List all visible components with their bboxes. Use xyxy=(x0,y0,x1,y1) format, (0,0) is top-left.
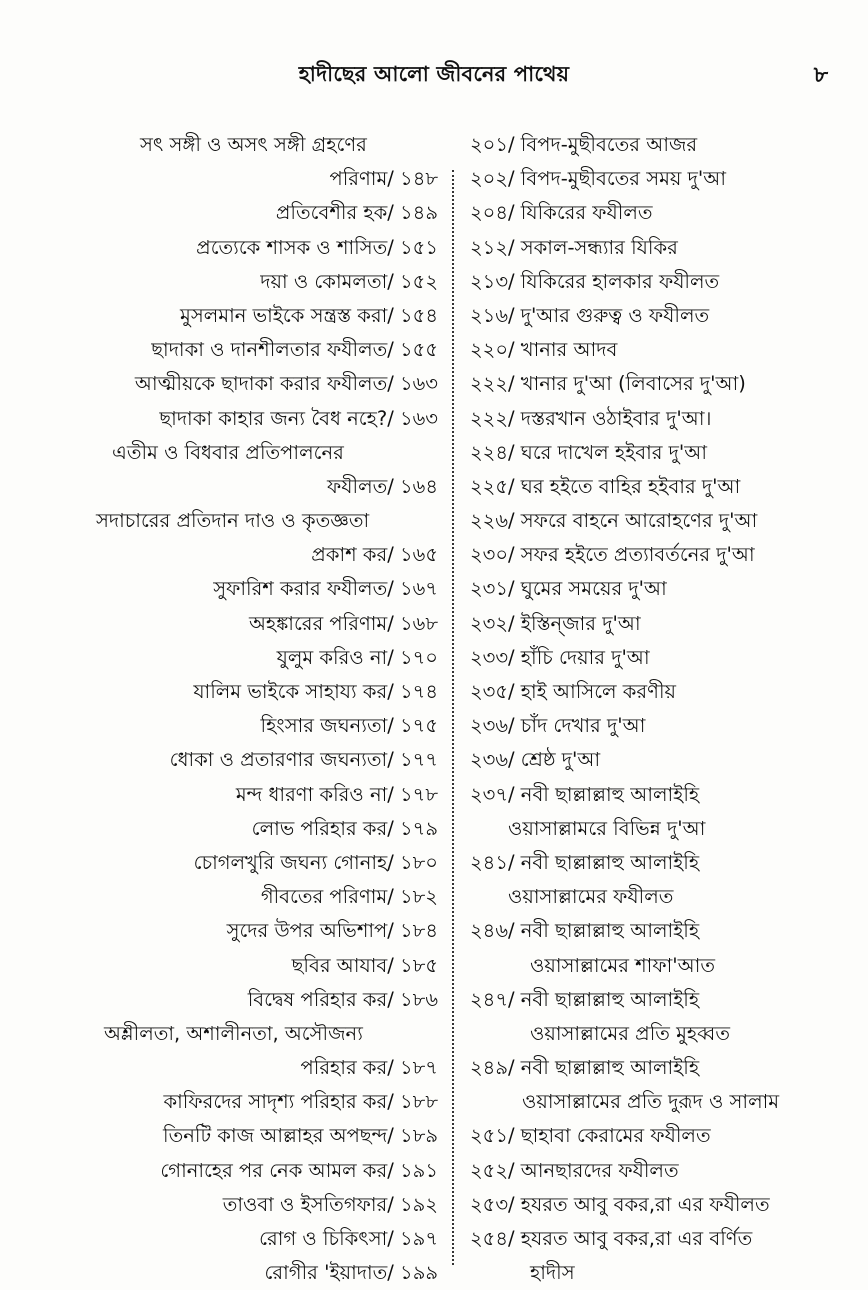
toc-entry: ওয়াসাল্লামের প্রতি দুরূদ ও সালাম xyxy=(522,1090,780,1114)
toc-entry: প্রকাশ কর/ ১৬৫ xyxy=(311,543,438,567)
toc-entry: তিনটি কাজ আল্লাহর অপছন্দ/ ১৮৯ xyxy=(163,1124,438,1148)
toc-entry: ২১২/ সকাল-সন্ধ্যার যিকির xyxy=(470,235,678,259)
toc-entry: সুফারিশ করার ফযীলত/ ১৬৭ xyxy=(213,577,438,601)
toc-entry: হিংসার জঘন্যতা/ ১৭৫ xyxy=(260,714,438,738)
toc-entry: ফযীলত/ ১৬৪ xyxy=(327,474,438,498)
toc-entry: ২৫৪/ হযরত আবু বকর,রা এর বর্ণিত xyxy=(470,1227,753,1250)
page-number: ৮ xyxy=(813,63,828,88)
column-divider xyxy=(452,170,454,1265)
toc-entry: ২২৪/ ঘরে দাখেল হইবার দু'আ xyxy=(470,440,708,464)
toc-entry: ২২০/ খানার আদব xyxy=(470,338,618,362)
toc-entry: চোগলখুরি জঘন্য গোনাহ/ ১৮০ xyxy=(193,850,438,874)
toc-entry: ২২২/ খানার দু'আ (লিবাসের দু'আ) xyxy=(470,372,746,396)
toc-entry: ছবির আযাব/ ১৮৫ xyxy=(291,953,438,977)
toc-entry: অশ্লীলতা, অশালীনতা, অসৌজন্য xyxy=(104,1021,363,1045)
toc-entry: ২২৬/ সফরে বাহনে আরোহণের দু'আ xyxy=(470,509,758,533)
toc-entry: ২০৪/ যিকিরের ফযীলত xyxy=(470,201,653,225)
toc-entry: লোভ পরিহার কর/ ১৭৯ xyxy=(251,816,438,840)
toc-entry: ওয়াসাল্লামের প্রতি মুহব্বত xyxy=(530,1021,730,1045)
toc-entry: ২৪৭/ নবী ছাল্লাল্লাহু আলাইহি xyxy=(470,987,700,1011)
toc-entry: মুসলমান ভাইকে সন্ত্রস্ত করা/ ১৫৪ xyxy=(180,303,438,327)
toc-entry: ২১৬/ দু'আর গুরুত্ব ও ফযীলত xyxy=(470,303,710,327)
toc-entry: অহঙ্কারের পরিণাম/ ১৬৮ xyxy=(248,611,438,635)
toc-entry: ২০২/ বিপদ-মুছীবতের সময় দু'আ xyxy=(470,167,726,191)
toc-entry: তাওবা ও ইসতিগফার/ ১৯২ xyxy=(222,1192,438,1216)
toc-entry: বিদ্বেষ পরিহার কর/ ১৮৬ xyxy=(247,987,438,1011)
toc-entry: সদাচারের প্রতিদান দাও ও কৃতজ্ঞতা xyxy=(96,509,370,533)
toc-entry: পরিহার কর/ ১৮৭ xyxy=(300,1056,438,1080)
toc-entry: ওয়াসাল্লামের ফযীলত xyxy=(508,885,674,909)
toc-entry: ২৫২/ আনছারদের ফযীলত xyxy=(470,1158,679,1182)
toc-entry: ২৩২/ ইস্তিন্জার দু'আ xyxy=(470,611,641,635)
toc-entry: রোগ ও চিকিৎসা/ ১৯৭ xyxy=(259,1227,438,1250)
toc-entry: ২২৫/ ঘর হইতে বাহির হইবার দু'আ xyxy=(470,474,741,498)
toc-right-column xyxy=(470,128,868,1290)
toc-entry: সৎ সঙ্গী ও অসৎ সঙ্গী গ্রহণের xyxy=(140,133,367,156)
toc-entry: ওয়াসাল্লামরে বিভিন্ন দু'আ xyxy=(508,816,706,840)
toc-entry: ২৩৬/ চাঁদ দেখার দু'আ xyxy=(470,714,646,738)
toc-entry: ২৪৯/ নবী ছাল্লাল্লাহু আলাইহি xyxy=(470,1056,700,1080)
toc-entry: ওয়াসাল্লামের শাফা'আত xyxy=(530,953,715,977)
toc-entry: গীবতের পরিণাম/ ১৮২ xyxy=(260,885,438,909)
toc-entry: যুলুম করিও না/ ১৭০ xyxy=(276,645,438,669)
toc-entry: ২৩৩/ হাঁচি দেয়ার দু'আ xyxy=(470,645,650,669)
toc-entry: দয়া ও কোমলতা/ ১৫২ xyxy=(260,269,438,293)
toc-left-column xyxy=(0,128,446,1290)
toc-entry: ছাদাকা ও দানশীলতার ফযীলত/ ১৫৫ xyxy=(151,338,438,362)
toc-entry: প্রত্যেকে শাসক ও শাসিত/ ১৫১ xyxy=(196,235,438,259)
toc-entry: মন্দ ধারণা করিও না/ ১৭৮ xyxy=(235,782,438,806)
toc-entry: ২৩৫/ হাই আসিলে করণীয় xyxy=(470,680,677,703)
toc-entry: ২৫১/ ছাহাবা কেরামের ফযীলত xyxy=(470,1124,711,1148)
toc-entry: প্রতিবেশীর হক/ ১৪৯ xyxy=(275,201,438,225)
toc-entry: পরিণাম/ ১৪৮ xyxy=(329,167,438,191)
toc-entry: ২৩৭/ নবী ছাল্লাল্লাহু আলাইহি xyxy=(470,782,700,806)
toc-entry: ছাদাকা কাহার জন্য বৈধ নহে?/ ১৬৩ xyxy=(159,406,438,430)
toc-entry: ধোকা ও প্রতারণার জঘন্যতা/ ১৭৭ xyxy=(169,748,438,772)
toc-entry: ২৩০/ সফর হইতে প্রত্যাবর্তনের দু'আ xyxy=(470,543,755,567)
toc-entry: হাদীস xyxy=(530,1261,575,1285)
toc-entry: এতীম ও বিধবার প্রতিপালনের xyxy=(112,440,344,464)
toc-entry: ২৪৬/ নবী ছাল্লাল্লাহু আলাইহি xyxy=(470,919,700,943)
toc-entry: ২০১/ বিপদ-মুছীবতের আজর xyxy=(470,133,698,156)
toc-entry: গোনাহের পর নেক আমল কর/ ১৯১ xyxy=(160,1158,438,1182)
toc-entry: ২৫৩/ হযরত আবু বকর,রা এর ফযীলত xyxy=(470,1192,770,1216)
toc-entry: ২৩১/ ঘুমের সময়ের দু'আ xyxy=(470,577,667,601)
toc-entry: সুদের উপর অভিশাপ/ ১৮৪ xyxy=(226,919,438,943)
toc-entry: রোগীর 'ইয়াদাত/ ১৯৯ xyxy=(264,1261,438,1285)
toc-entry: আত্মীয়কে ছাদাকা করার ফযীলত/ ১৬৩ xyxy=(134,372,438,396)
page-title: হাদীছের আলো জীবনের পাথেয় xyxy=(298,62,570,86)
toc-entry: ২৩৬/ শ্রেষ্ঠ দু'আ xyxy=(470,748,601,772)
toc-entry: ২২২/ দস্তরখান ওঠাইবার দু'আ। xyxy=(470,406,712,430)
toc-entry: ২৪১/ নবী ছাল্লাল্লাহু আলাইহি xyxy=(470,850,700,874)
toc-entry: কাফিরদের সাদৃশ্য পরিহার কর/ ১৮৮ xyxy=(163,1090,438,1114)
toc-entry: ২১৩/ যিকিরের হালকার ফযীলত xyxy=(470,269,720,293)
toc-entry: যালিম ভাইকে সাহায্য কর/ ১৭৪ xyxy=(193,680,438,703)
